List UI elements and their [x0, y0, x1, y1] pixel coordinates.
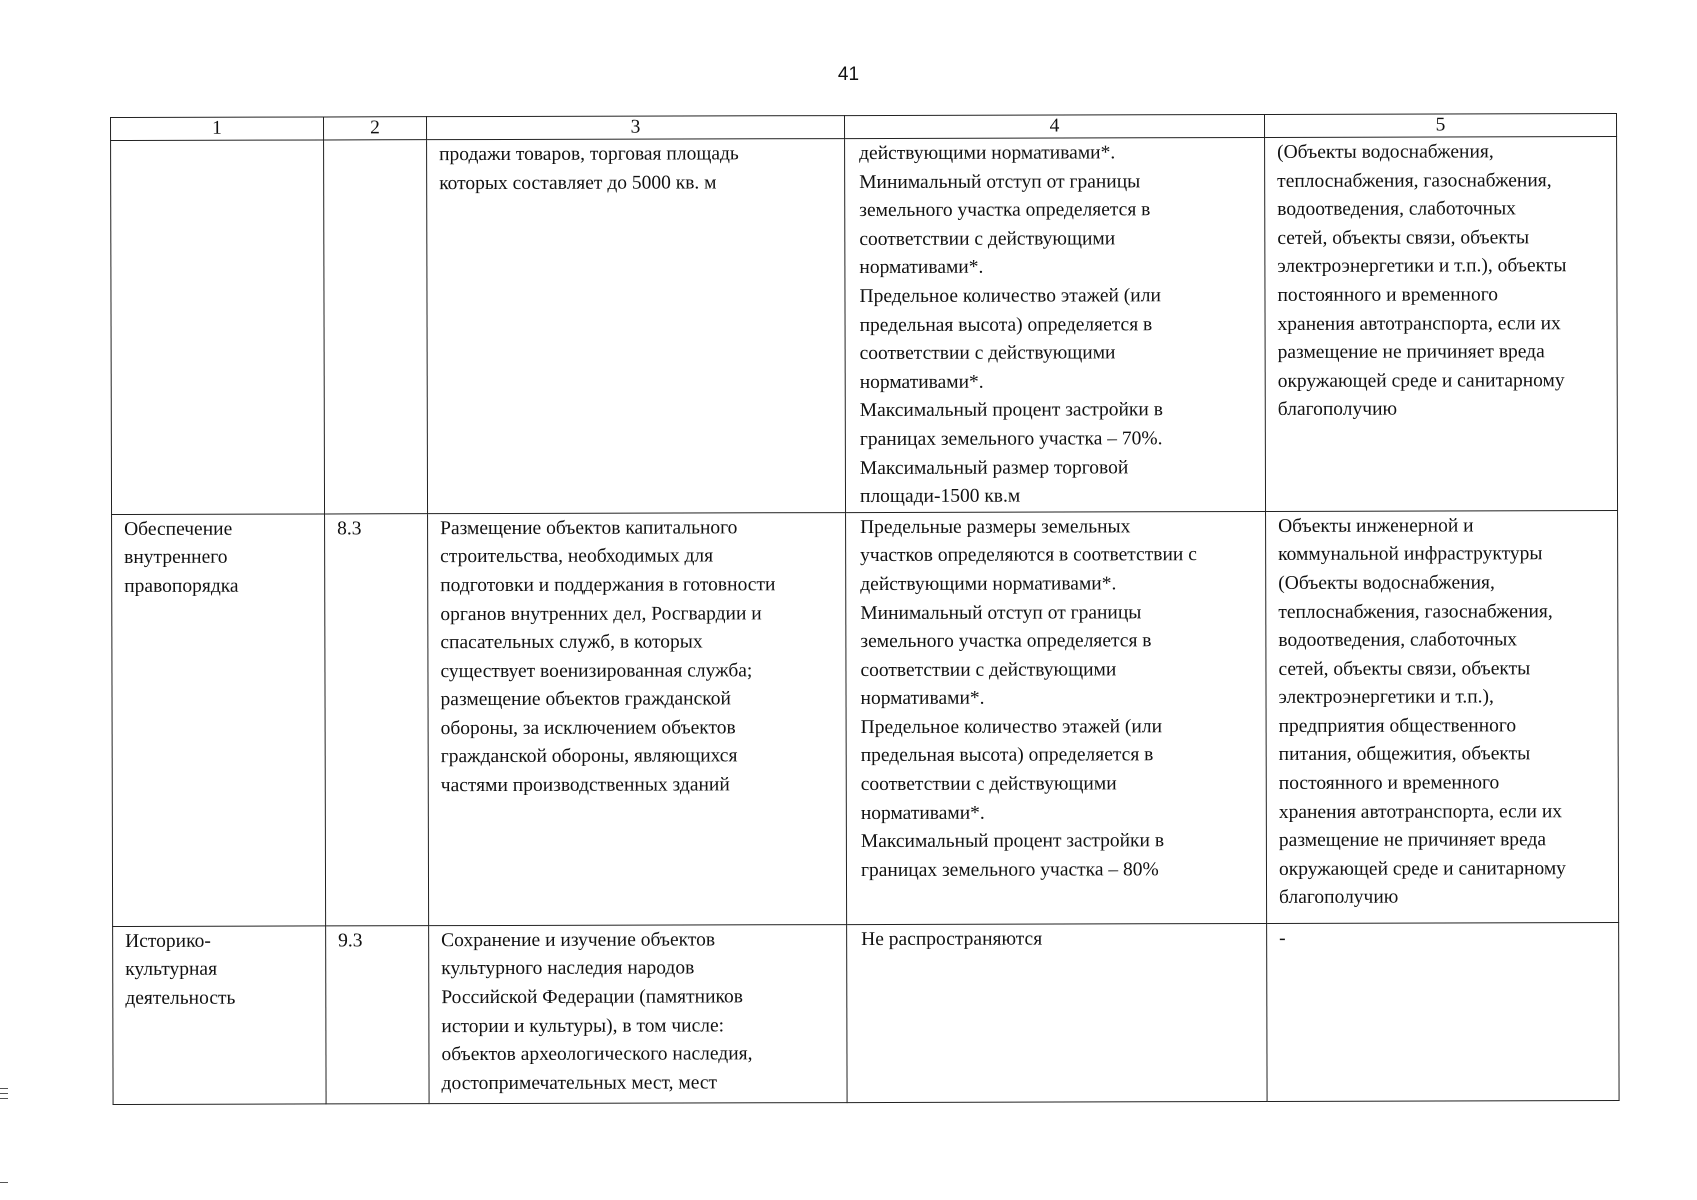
description-cell — [427, 139, 846, 514]
auxiliary-uses-text: Объекты инженерной и коммунальной инфраструктуры (Объекты водоснабжения, теплоснабжения, газоснабжения, водоотведения, слаботочных сетей, объекты связи, объекты электроэнергетики и т.п.), предприятия общественного питания, общежития, объекты постоянного и временного хранения автотранспорта, если их размещение не причиняет вреда окружающей среде и санитарному благополучию — [1278, 515, 1566, 909]
parameters-text: действующими нормативами*. Минимальный отступ от границы земельного участка определяется в соответствии с действующими нормативами*. Предельное количество этажей (или предельная высота) определяется в соответствии с действующими нормативами*. Максимальный процент застройки в границах земельного участка – 70%. Максимальный размер торговой площади-1500 кв.м — [859, 142, 1163, 508]
code-cell — [325, 513, 429, 925]
scan-margin-mark — [0, 1093, 8, 1094]
header-col-3: 3 — [427, 116, 845, 140]
use-type-text: Обеспечение внутреннего правопорядка — [124, 518, 239, 597]
parameters-cell — [847, 923, 1267, 1102]
code-text: 9.3 — [338, 930, 363, 952]
code-cell — [326, 925, 429, 1103]
table-row — [113, 922, 1619, 1104]
code-text: 8.3 — [337, 518, 362, 540]
auxiliary-uses-text: (Объекты водоснабжения, теплоснабжения, газоснабжения, водоотведения, слаботочных сетей, объекты связи, объекты электроэнергетики и т.п.), объекты постоянного и временного хранения автотранспорта, если их размещение не причиняет вреда окружающей среде и санитарному благополучию — [1277, 141, 1567, 421]
scan-margin-mark — [0, 1088, 8, 1089]
description-text: продажи товаров, торговая площадь которых составляет до 5000 кв. м — [439, 143, 739, 194]
use-type-cell — [112, 514, 326, 927]
auxiliary-uses-cell — [1265, 137, 1618, 512]
header-col-2: 2 — [324, 117, 427, 140]
scan-margin-mark — [0, 1098, 8, 1099]
code-cell — [324, 140, 428, 514]
description-text: Размещение объектов капитального строительства, необходимых для подготовки и поддержания в готовности органов внутренних дел, Росгвардии и спасательных служб, в которых существует военизированная служба; размещение объектов гражданской обороны, за исключением объектов гражданской обороны, являющихся частями производственных зданий — [440, 517, 776, 797]
header-col-4: 4 — [844, 114, 1264, 138]
parameters-cell — [846, 511, 1267, 924]
parameters-text: Предельные размеры земельных участков определяются в соответствии с действующими нормативами*. Минимальный отступ от границы земельного участка определяется в соответствии с действующими нормативами*. Предельное количество этажей (или предельная высота) определяется в соответствии с действующими нормативами*. Максимальный процент застройки в границах земельного участка – 80% — [860, 516, 1197, 881]
auxiliary-uses-cell — [1267, 922, 1619, 1101]
table-row — [111, 137, 1618, 515]
header-col-1: 1 — [111, 117, 324, 141]
table-row — [112, 510, 1619, 926]
scan-margin-mark — [0, 1182, 8, 1183]
use-type-text — [123, 141, 315, 142]
use-type-cell — [111, 140, 325, 514]
description-cell — [428, 512, 847, 925]
description-cell — [429, 924, 847, 1103]
parameters-text: Не распространяются — [861, 928, 1043, 950]
use-type-cell — [113, 926, 326, 1105]
regulations-table — [110, 113, 1620, 1105]
table-body — [111, 137, 1620, 1105]
use-type-text: Историко- культурная деятельность — [125, 930, 236, 1009]
auxiliary-uses-text: - — [1279, 927, 1286, 949]
page-number: 41 — [837, 64, 860, 85]
auxiliary-uses-cell — [1266, 510, 1619, 923]
parameters-cell — [845, 137, 1266, 512]
description-text: Сохранение и изучение объектов культурного наследия народов Российской Федерации (памятников истории и культуры), в том числе: объектов археологического наследия, достопримечательных мест, мест — [441, 929, 753, 1094]
header-col-5: 5 — [1264, 114, 1616, 138]
